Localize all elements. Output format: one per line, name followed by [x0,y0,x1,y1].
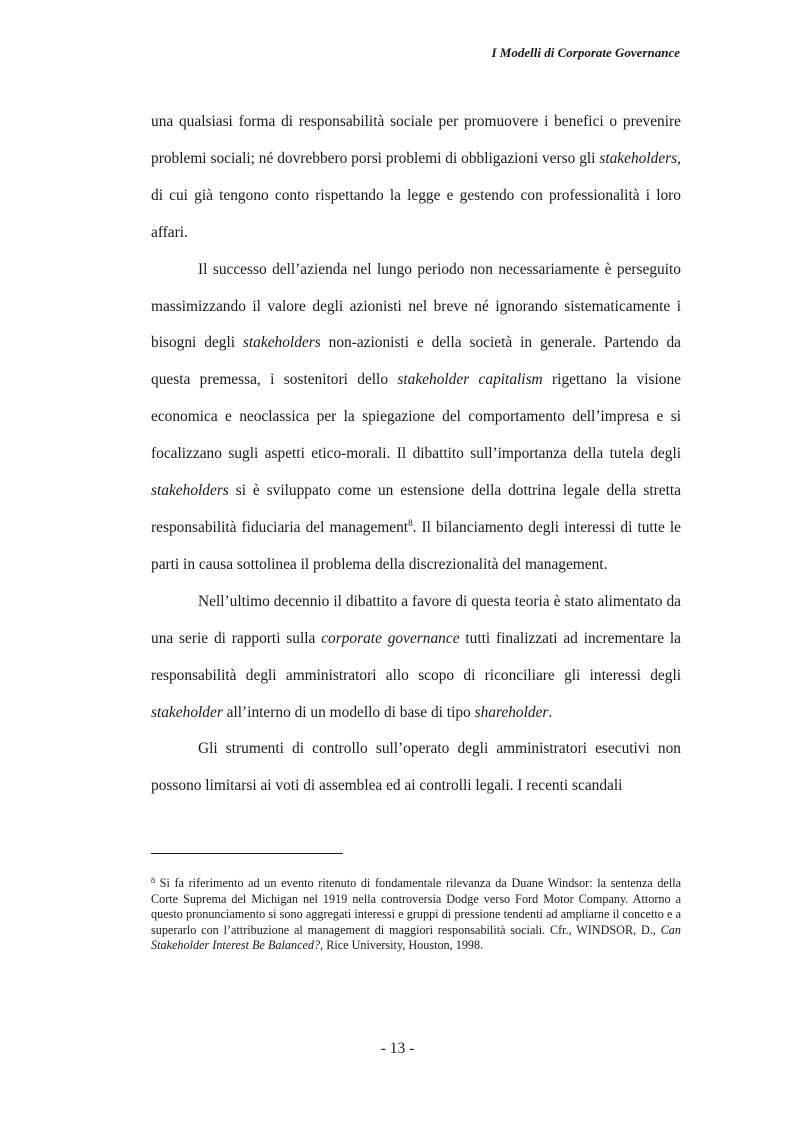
italic-term: stakeholders [599,149,678,167]
footnote-separator [151,853,343,854]
text-span: , di cui già tengono conto rispettando la legge e gestendo con professionalità i loro affari. [151,149,681,241]
text-span: , Rice University, Houston, 1998. [320,938,484,952]
page-number: - 13 - [380,1040,415,1057]
paragraph-3 [151,584,681,732]
italic-term: stakeholder capitalism [397,371,543,389]
footnote-marker: 8 [151,876,155,885]
text-span: rigettano la visione economica e neoclassica per la spiegazione del comportamento dell’impresa e si focalizzano sugli aspetti etico-morali. Il dibattito sull’importanza della tutela degli [151,371,682,463]
paragraph-1 [151,104,681,252]
paragraph-2 [151,252,681,584]
text-span: Nell’ultimo decennio il dibattito a favore di questa teoria è stato alimentato da una serie di rapporti sulla [151,592,681,647]
body-text [151,104,681,805]
italic-term: stakeholder [151,703,223,721]
text-span: Si fa riferimento ad un evento ritenuto di fondamentale rilevanza da Duane Windsor: la sentenza della Corte Suprema del Michigan nel 1919 nella controversia Dodge verso Ford Motor Company. Attorno a questo pronunciamento si sono aggregati interessi e gruppi di pressione tendenti ad ampliarne il concetto e a superarlo con l’attribuzione al management di maggiori responsabilità sociali. Cfr., WINDSOR, D., [151,876,681,937]
text-span: . [548,703,553,721]
italic-title: Can Stakeholder Interest Be Balanced? [151,922,681,952]
italic-term: corporate governance [321,629,460,647]
text-span: tutti finalizzati ad incrementare la responsabilità degli amministratori allo scopo di riconciliare gli interessi degli [151,629,681,684]
italic-term: stakeholders [242,334,321,352]
text-span: all’interno di un modello di base di tipo [222,703,475,721]
text-span: Gli strumenti di controllo sull’operato degli amministratori esecutivi non possono limitarsi ai voti di assemblea ed ai controlli legali. I recenti scandali [151,740,681,795]
text-span: non-azionisti e della società in generale. Partendo da questa premessa, i sostenitori dello [151,334,681,389]
text-span: . Il bilanciamento degli interessi di tutte le parti in causa sottolinea il problema della discrezionalità del management. [151,518,681,573]
paragraph-4 [151,731,681,805]
text-span: si è sviluppato come un estensione della dottrina legale della stretta responsabilità fiduciaria del management [151,482,681,536]
footnote-8 [151,876,681,954]
text-span: Il successo dell’azienda nel lungo periodo non necessariamente è perseguito massimizzando il valore degli azionisti nel breve né ignorando sistematicamente i bisogni degli [151,260,681,352]
running-header: I Modelli di Corporate Governance [491,45,680,60]
italic-term: shareholder [474,703,549,721]
footnote-reference[interactable]: 8 [408,517,413,528]
italic-term: stakeholders [151,482,229,500]
text-span: una qualsiasi forma di responsabilità sociale per promuovere i benefici o prevenire problemi sociali; né dovrebbero porsi problemi di obbligazioni verso gli [151,113,681,167]
